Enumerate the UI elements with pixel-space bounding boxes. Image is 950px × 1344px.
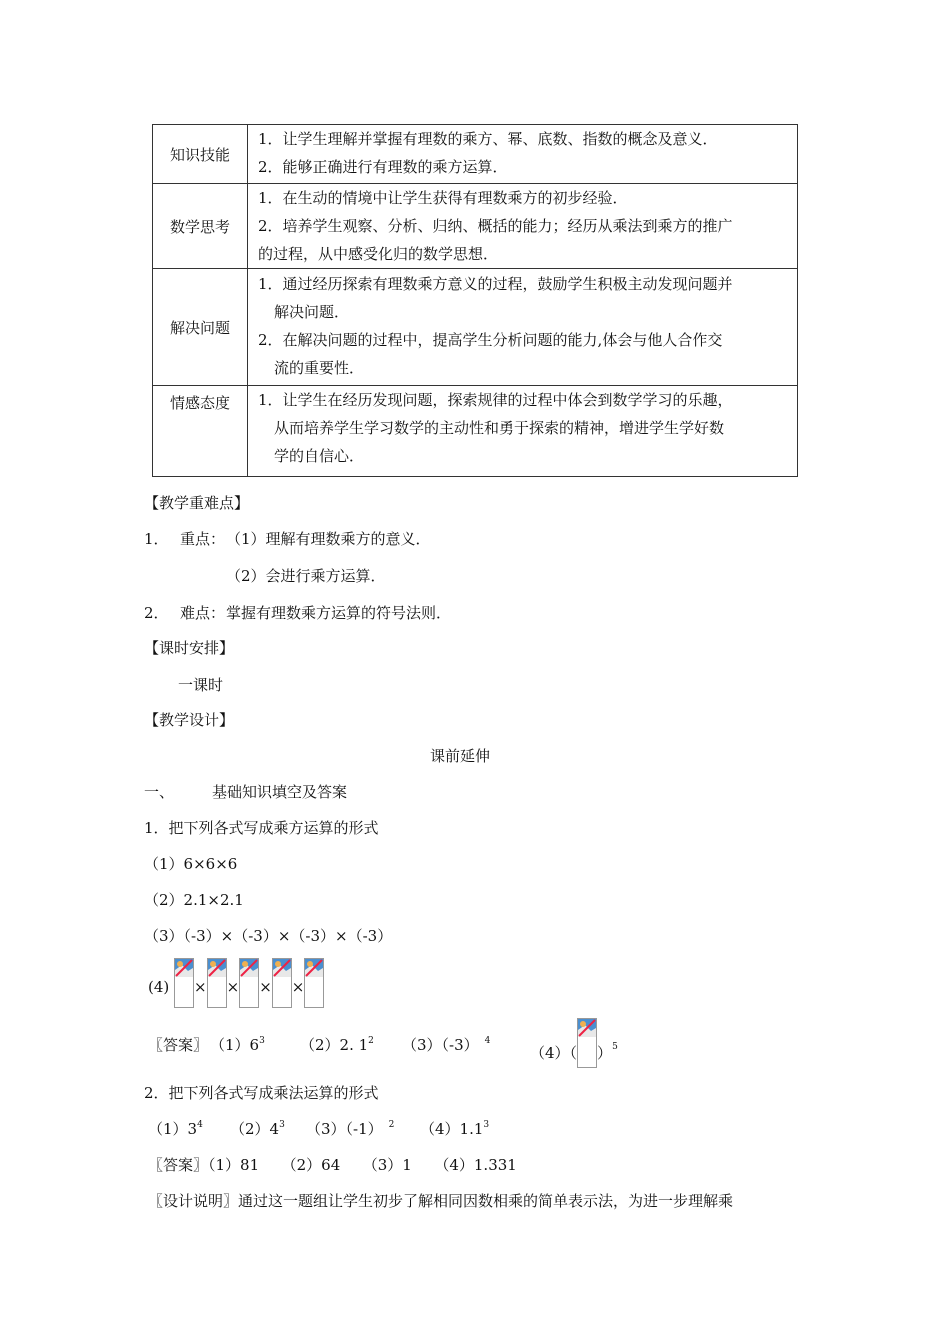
design-note: 〖设计说明〗通过这一题组让学生初步了解相同因数相乘的简单表示法，为进一步理解乘 (148, 1192, 734, 1210)
table-row (153, 386, 798, 477)
item-text: （3）（-1） (306, 1120, 383, 1138)
question-item (148, 1118, 203, 1139)
section-heading: 【教学重难点】 (144, 494, 250, 512)
item-text: （4）1.1 (420, 1120, 484, 1138)
list-item: 流的重要性． (274, 359, 365, 377)
question-item-4 (148, 958, 324, 1008)
exponent: 4 (197, 1120, 203, 1130)
content-cell (248, 184, 798, 269)
answer-item (210, 1034, 265, 1055)
answer-line: 〖答案〗（1）81 （2）64 （3）1 （4）1.331 (148, 1156, 517, 1174)
section-title: 课前延伸 (430, 747, 491, 765)
question-prompt: 1．把下列各式写成乘方运算的形式 (144, 819, 379, 837)
item-label: (4) (148, 978, 170, 996)
times-sign: × (194, 978, 207, 996)
table-row (153, 184, 798, 269)
exponent: 3 (259, 1036, 265, 1046)
section-heading: 【课时安排】 (144, 639, 235, 657)
table-row (153, 125, 798, 184)
item-text: （1）3 (148, 1120, 198, 1138)
exponent: 3 (483, 1120, 490, 1130)
category-cell: 解决问题 (153, 269, 248, 386)
image-placeholder-icon (577, 1018, 597, 1068)
question-prompt: 2．把下列各式写成乘法运算的形式 (144, 1084, 379, 1102)
answer-text: （4）（ (530, 1044, 578, 1062)
exponent: 2 (368, 1036, 374, 1046)
schedule-value: 一课时 (178, 676, 224, 694)
question-item (306, 1118, 394, 1139)
list-item: 学的自信心． (274, 447, 365, 465)
exponent: 2 (388, 1120, 395, 1130)
answer-item (530, 1018, 618, 1068)
list-item: 1．让学生在经历发现问题，探索规律的过程中体会到数学学习的乐趣， (258, 391, 733, 409)
image-placeholder-icon (207, 958, 227, 1008)
list-item: 1．通过经历探索有理数乘方意义的过程，鼓励学生积极主动发现问题并 (258, 275, 733, 293)
table-row (153, 269, 798, 386)
list-item: 的过程，从中感受化归的数学思想． (258, 245, 499, 263)
times-sign: × (226, 978, 240, 996)
point-text: （2）会进行乘方运算． (226, 567, 386, 585)
objectives-table (152, 124, 798, 477)
section-heading: 【教学设计】 (144, 711, 235, 729)
answer-item (300, 1034, 374, 1055)
answer-label: 〖答案〗 (148, 1036, 209, 1054)
point-number: 2． (144, 604, 169, 622)
list-item: 解决问题． (274, 303, 350, 321)
list-item: 1．在生动的情境中让学生获得有理数乘方的初步经验． (258, 189, 628, 207)
image-placeholder-icon (174, 958, 194, 1008)
question-item (420, 1118, 489, 1139)
exponent: 4 (484, 1036, 491, 1046)
category-cell: 情感态度 (153, 386, 248, 477)
answer-item (402, 1034, 490, 1055)
question-item: （1）6×6×6 (144, 855, 238, 873)
item-text: （2）4 (230, 1120, 280, 1138)
answer-text: ） (597, 1044, 613, 1062)
answer-text: （1）6 (210, 1036, 260, 1054)
point-number: 1． (144, 530, 169, 548)
content-cell (248, 386, 798, 477)
question-item: （2）2.1×2.1 (144, 891, 244, 909)
point-label: 难点： (180, 604, 226, 622)
list-item: 2．能够正确进行有理数的乘方运算． (258, 158, 508, 176)
list-item: 从而培养学生学习数学的主动性和勇于探索的精神，增进学生学好数 (274, 419, 725, 437)
image-placeholder-icon (239, 958, 259, 1008)
times-sign: × (259, 978, 272, 996)
category-cell: 数学思考 (153, 184, 248, 269)
answer-text: （3）（-3） (402, 1036, 479, 1054)
exponent: 5 (612, 1042, 618, 1052)
list-item: 2．在解决问题的过程中，提高学生分析问题的能力,体会与他人合作交 (258, 331, 723, 349)
part-title: 基础知识填空及答案 (212, 783, 348, 801)
question-item (230, 1118, 285, 1139)
content-cell (248, 269, 798, 386)
answer-text: （2）2. 1 (300, 1036, 369, 1054)
question-item: （3）（-3）×（-3）×（-3）×（-3） (144, 927, 393, 945)
exponent: 3 (279, 1120, 285, 1130)
category-cell: 知识技能 (153, 125, 248, 184)
point-text: 掌握有理数乘方运算的符号法则． (226, 604, 452, 622)
list-item: 2．培养学生观察、分析、归纳、概括的能力；经历从乘法到乘方的推广 (258, 217, 733, 235)
part-number: 一、 (144, 783, 175, 801)
point-label: 重点： (180, 530, 226, 548)
image-placeholder-icon (304, 958, 324, 1008)
point-text: （1）理解有理数乘方的意义． (226, 530, 431, 548)
content-cell (248, 125, 798, 184)
times-sign: × (291, 978, 305, 996)
list-item: 1．让学生理解并掌握有理数的乘方、幂、底数、指数的概念及意义． (258, 130, 718, 148)
image-placeholder-icon (272, 958, 292, 1008)
